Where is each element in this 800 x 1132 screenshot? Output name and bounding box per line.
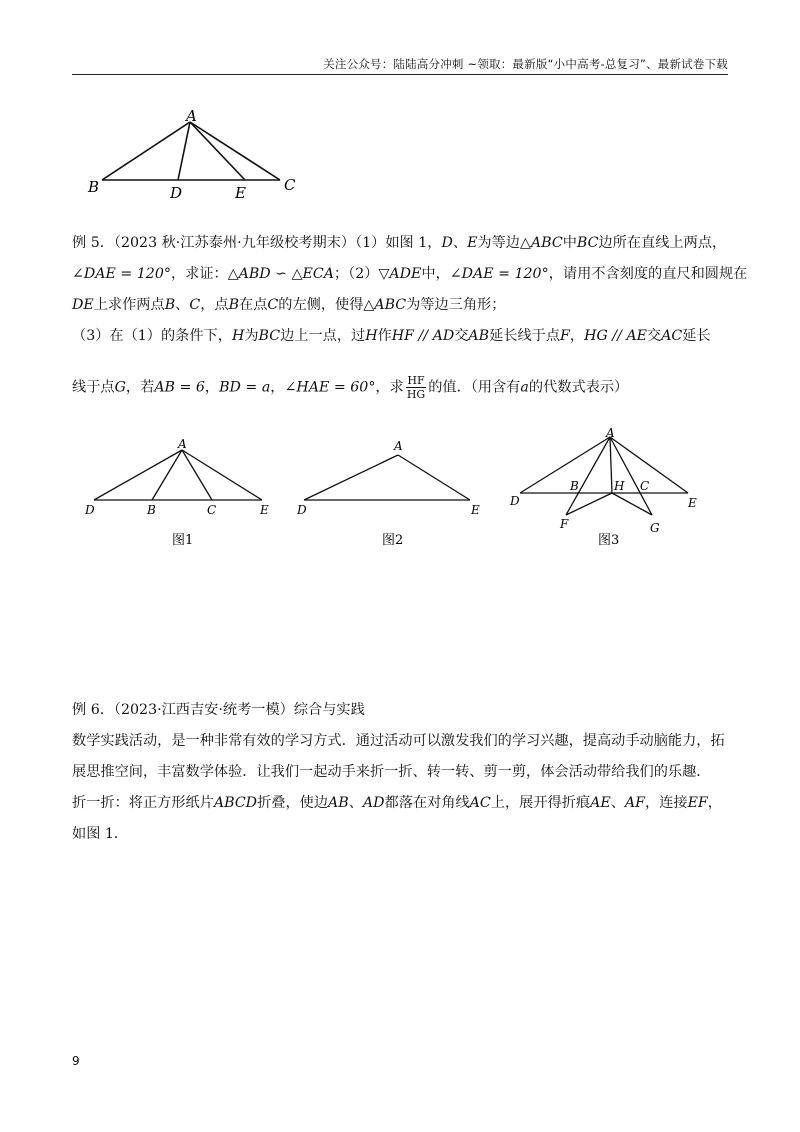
fig1-label-B: B: [147, 503, 156, 517]
point-label-A: A: [186, 110, 197, 125]
example6-line3: 展思推空间，丰富数学体验．让我们一起动手来折一折、转一转、剪一剪，体会活动带给我们的乐趣．: [72, 764, 711, 780]
fig1-segment-AB: [152, 450, 182, 500]
fig2-label-A: A: [394, 439, 403, 453]
fig3-label-E: E: [688, 496, 697, 510]
figure-1: [80, 430, 280, 555]
fig2-label-E: E: [471, 503, 480, 517]
fig3-label-H: H: [614, 479, 625, 493]
figure-3: [500, 425, 710, 555]
fig3-caption: 图3: [598, 533, 620, 548]
fig1-label-A: A: [178, 437, 187, 451]
example5-line3: DE上求作两点B、C，点B在点C的左侧，使得△ABC为等边三角形；: [72, 297, 506, 313]
fig1-label-D: D: [85, 503, 95, 517]
fig1-caption: 图1: [172, 533, 194, 548]
segment-AB: [102, 122, 190, 180]
fraction-HF-HG: $\frac{HF}{HG}$: [406, 374, 426, 401]
fig1-label-C: C: [207, 503, 217, 517]
point-label-C: C: [284, 176, 296, 194]
example6-line1: 例 6．（2023·江西吉安·统考一模）综合与实践: [72, 702, 365, 718]
example6-line2: 数学实践活动，是一种非常有效的学习方式．通过活动可以激发我们的学习兴趣，提高动手动脑能力，拓: [72, 733, 725, 749]
page-header: [72, 56, 728, 74]
fig1-segment-AC: [182, 450, 212, 500]
example5-line1: 例 5．（2023 秋·江苏泰州·九年级校考期末）（1）如图 1，D、E为等边△ABC中BC边所在直线上两点，: [72, 235, 727, 251]
point-label-B: B: [88, 178, 100, 196]
fig1-segment-AE: [182, 450, 262, 500]
fig1-label-E: E: [260, 503, 269, 517]
page-number: 9: [72, 1054, 80, 1068]
fig3-segment-AF: [566, 437, 610, 515]
fig2-caption: 图2: [382, 533, 404, 548]
fig2-label-D: D: [297, 503, 307, 517]
example5-line4: （3）在（1）的条件下，H为BC边上一点，过H作HF // AD交AB延长线于点F，HG // AE交AC延长: [72, 328, 711, 344]
figure-2: [290, 430, 490, 555]
example6-line5: 如图 1．: [72, 826, 129, 842]
example5-line5: 线于点G，若AB = 6，BD = a，∠HAE = 60°，求 $\frac{HF}{HG}$ 的值．（用含有a的代数式表示）: [72, 374, 629, 401]
fig3-label-B: B: [570, 479, 579, 493]
point-label-D: D: [170, 184, 183, 202]
segment-AE: [190, 122, 245, 180]
header-divider: [72, 74, 728, 75]
fig3-label-G: G: [650, 521, 660, 535]
fig3-label-C: C: [640, 479, 650, 493]
fig2-segment-AD: [304, 455, 398, 500]
point-label-E: E: [235, 184, 246, 202]
example5-line2: ∠DAE = 120°，求证：△ABD ∽ △ECA；（2）▽ADE中，∠DAE = 120°，请用不含刻度的直尺和圆规在: [72, 266, 748, 282]
fig3-label-A: A: [606, 426, 615, 440]
fig2-segment-AE: [398, 455, 470, 500]
fig3-segment-AD: [520, 437, 610, 493]
header-text: 关注公众号：陆陆高分冲刺 ~领取：最新版“小中高考-总复习”、最新试卷下载: [323, 57, 728, 71]
figure-top-triangle: [80, 110, 320, 205]
fig1-segment-AD: [94, 450, 182, 500]
example6-line4: 折一折：将正方形纸片ABCD折叠，使边AB、AD都落在对角线AC上，展开得折痕AE、AF，连接EF，: [72, 795, 722, 811]
fig3-label-F: F: [560, 517, 569, 531]
segment-AC: [190, 122, 280, 180]
fig3-label-D: D: [510, 494, 520, 508]
segment-AD: [178, 122, 190, 180]
fig3-segment-AH: [610, 437, 612, 493]
